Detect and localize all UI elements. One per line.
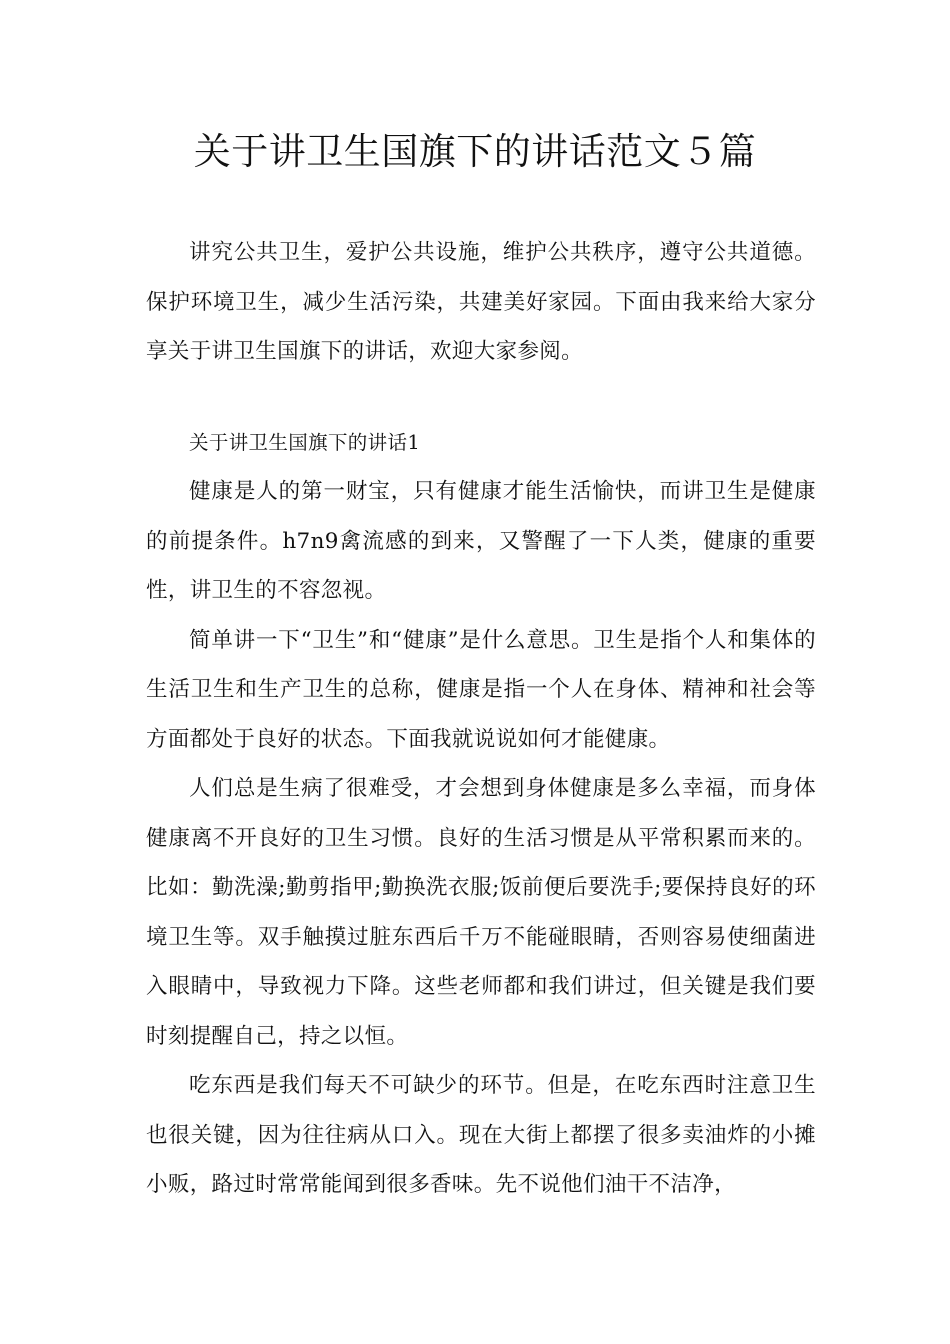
- document-body: [146, 228, 816, 1210]
- body-paragraph-2: 简单讲一下“卫生”和“健康”是什么意思。卫生是指个人和集体的生活卫生和生产卫生的总称，健康是指一个人在身体、精神和社会等方面都处于良好的状态。下面我就说说如何才能健康。: [146, 627, 816, 752]
- intro-paragraph: 讲究公共卫生，爱护公共设施，维护公共秩序，遵守公共道德。保护环境卫生，减少生活污染，共建美好家园。下面由我来给大家分享关于讲卫生国旗下的讲话，欢迎大家参阅。: [146, 240, 816, 364]
- section-heading: 关于讲卫生国旗下的讲话1: [189, 430, 421, 454]
- body-paragraph-1: 健康是人的第一财宝，只有健康才能生活愉快，而讲卫生是健康的前提条件。h7n9禽流感的到来，又警醒了一下人类，健康的重要性，讲卫生的不容忽视。: [146, 479, 816, 603]
- document-title: 关于讲卫生国旗下的讲话范文５篇: [193, 130, 757, 173]
- body-paragraph-4: 吃东西是我们每天不可缺少的环节。但是，在吃东西时注意卫生也很关键，因为往往病从口入。现在大街上都摆了很多卖油炸的小摊小贩，路过时常常能闻到很多香味。先不说他们油干不洁净，: [146, 1073, 816, 1197]
- body-paragraph-3: 人们总是生病了很难受，才会想到身体健康是多么幸福，而身体健康离不开良好的卫生习惯。良好的生活习惯是从平常积累而来的。比如：勤洗澡;勤剪指甲;勤换洗衣服;饭前便后要洗手;要保持良好的环境卫生等。双手触摸过脏东西后千万不能碰眼睛，否则容易使细菌进入眼睛中，导致视力下降。这些老师都和我们讲过，但关键是我们要时刻提醒自己，持之以恒。: [146, 776, 816, 1049]
